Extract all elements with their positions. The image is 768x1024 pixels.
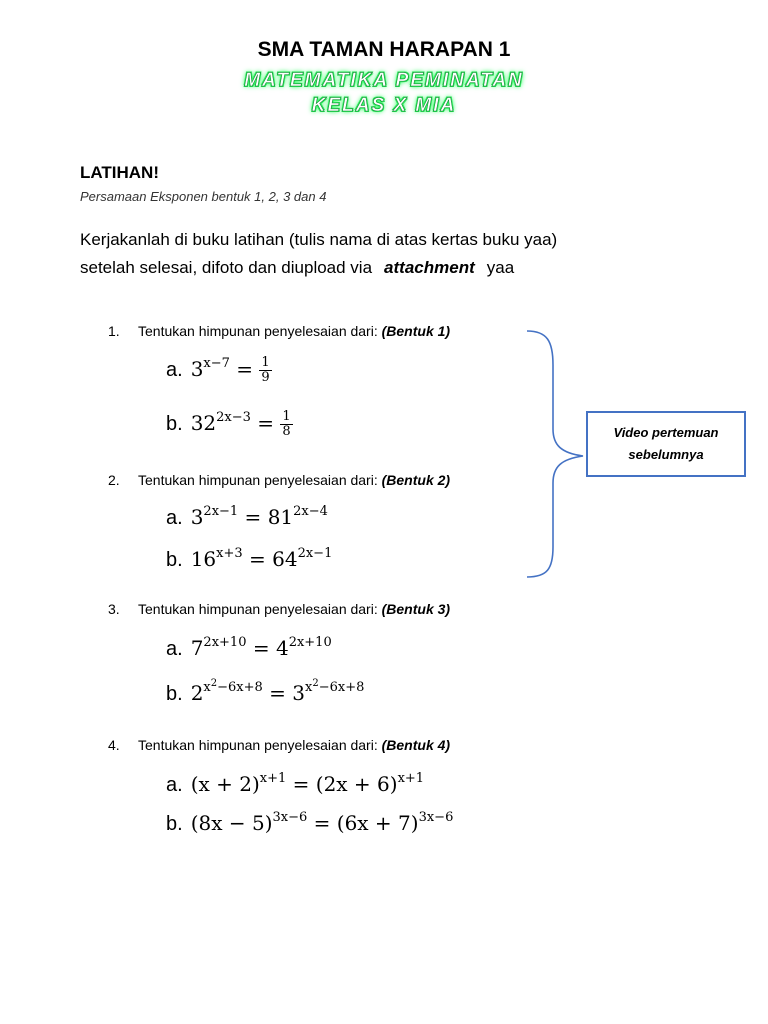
equation-base: (8x − 5) — [190, 811, 273, 835]
instruction-line-2 — [80, 254, 514, 282]
question-form: (Bentuk 4) — [381, 737, 451, 753]
callout-line-2: sebelumnya — [628, 447, 704, 462]
equation-base: (6x + 7) — [336, 811, 419, 835]
equation-2b: b. $16^{x+3} = 64^{2x-1}$ — [166, 546, 333, 571]
equation-label: b. — [166, 813, 183, 835]
equation-base: (x + 2) — [190, 772, 260, 796]
question-text: Tentukan himpunan penyelesaian dari: — [138, 601, 378, 617]
school-name: SMA TAMAN HARAPAN 1 — [257, 38, 511, 61]
question-number: 4. — [108, 737, 120, 753]
equation-3b: b. $2^{x^2-6x+8} = 3^{x^2-6x+8}$ — [166, 678, 365, 705]
curly-brace-icon — [525, 325, 589, 581]
exponent-power: 2 — [210, 678, 218, 689]
section-title: LATIHAN! — [80, 163, 159, 182]
equation-base: 2 — [190, 681, 204, 705]
equation-label: b. — [166, 549, 183, 571]
equation-2a: a. $3^{2x-1} = 81^{2x-4}$ — [166, 504, 328, 529]
question-number: 3. — [108, 601, 120, 617]
equation-fraction — [280, 410, 292, 439]
equation-base: 64 — [272, 547, 298, 571]
equation-fraction — [259, 356, 271, 385]
equation-exponent: 2x+10 — [203, 635, 247, 650]
attachment-emphasis: attachment — [384, 258, 475, 277]
equation-base: 3 — [292, 681, 306, 705]
question-2 — [108, 472, 450, 488]
equation-exponent: 2x−1 — [203, 504, 239, 519]
question-text: Tentukan himpunan penyelesaian dari: — [138, 737, 378, 753]
equation-base: 32 — [190, 411, 217, 435]
equation-exponent: x−7 — [203, 356, 230, 371]
equation-4b: b. $(8x - 5)^{3x-6} = (6x + 7)^{3x-6}$ — [166, 810, 454, 835]
equation-1a: a. $3^{x-7}$ = $\frac{1}{9}$ — [166, 355, 270, 385]
equation-exponent: x+3 — [216, 546, 243, 561]
question-1 — [108, 323, 450, 339]
equation-base: 81 — [267, 505, 294, 529]
equation-label: b. — [166, 413, 183, 435]
equation-base: 3 — [190, 357, 204, 381]
equation-base: (2x + 6) — [315, 772, 398, 796]
instruction-suffix: yaa — [486, 258, 515, 277]
fraction-denominator: 8 — [282, 424, 291, 439]
equation-exponent: x+1 — [397, 771, 425, 786]
equation-exponent: 2x−4 — [293, 504, 328, 519]
class-wordart: KELAS X MIA — [311, 95, 457, 116]
equation-label: a. — [166, 638, 183, 660]
question-text: Tentukan himpunan penyelesaian dari: — [138, 472, 378, 488]
equation-exponent: 3x−6 — [418, 810, 454, 825]
instruction-line-1: Kerjakanlah di buku latihan (tulis nama di atas kertas buku yaa) — [80, 230, 558, 249]
equation-exponent — [203, 680, 262, 695]
question-text: Tentukan himpunan penyelesaian dari: — [138, 323, 378, 339]
section-subtitle: Persamaan Eksponen bentuk 1, 2, 3 dan 4 — [80, 189, 327, 204]
equation-exponent — [305, 680, 364, 695]
equation-4a: a. $(x + 2)^{x+1} = (2x + 6)^{x+1}$ — [166, 771, 425, 796]
equation-3a: a. $7^{2x+10} = 4^{2x+10}$ — [166, 635, 332, 660]
exponent-variable: x — [305, 680, 313, 695]
exponent-rest: −6x+8 — [217, 680, 263, 695]
exponent-variable: x — [203, 680, 211, 695]
question-number: 2. — [108, 472, 120, 488]
equation-base: 7 — [190, 636, 204, 660]
callout-line-1: Video pertemuan — [613, 425, 719, 440]
equation-label: a. — [166, 359, 183, 381]
equation-base: 16 — [190, 547, 217, 571]
fraction-numerator: 1 — [282, 409, 291, 424]
equation-base: 3 — [190, 505, 204, 529]
equation-label: a. — [166, 507, 183, 529]
subject-wordart: MATEMATIKA PEMINATAN — [244, 70, 524, 91]
video-callout-box — [586, 411, 746, 477]
question-form: (Bentuk 1) — [381, 323, 451, 339]
question-4 — [108, 737, 450, 753]
question-form: (Bentuk 2) — [381, 472, 451, 488]
equation-exponent: 2x+10 — [288, 635, 332, 650]
equation-1b: b. $32^{2x-3}$ = $\frac{1}{8}$ — [166, 409, 291, 439]
question-number: 1. — [108, 323, 120, 339]
question-3 — [108, 601, 450, 617]
equation-exponent: 2x−1 — [297, 546, 333, 561]
instruction-text: setelah selesai, difoto dan diupload via — [80, 258, 373, 277]
equation-label: a. — [166, 774, 183, 796]
equation-base: 4 — [275, 636, 289, 660]
equation-exponent: 2x−3 — [216, 410, 251, 425]
equation-label: b. — [166, 683, 183, 705]
fraction-numerator: 1 — [261, 355, 270, 370]
exponent-power: 2 — [312, 678, 319, 689]
exponent-rest: −6x+8 — [318, 680, 365, 695]
question-form: (Bentuk 3) — [381, 601, 451, 617]
equation-exponent: x+1 — [259, 771, 287, 786]
equation-exponent: 3x−6 — [272, 810, 308, 825]
fraction-denominator: 9 — [261, 370, 270, 385]
